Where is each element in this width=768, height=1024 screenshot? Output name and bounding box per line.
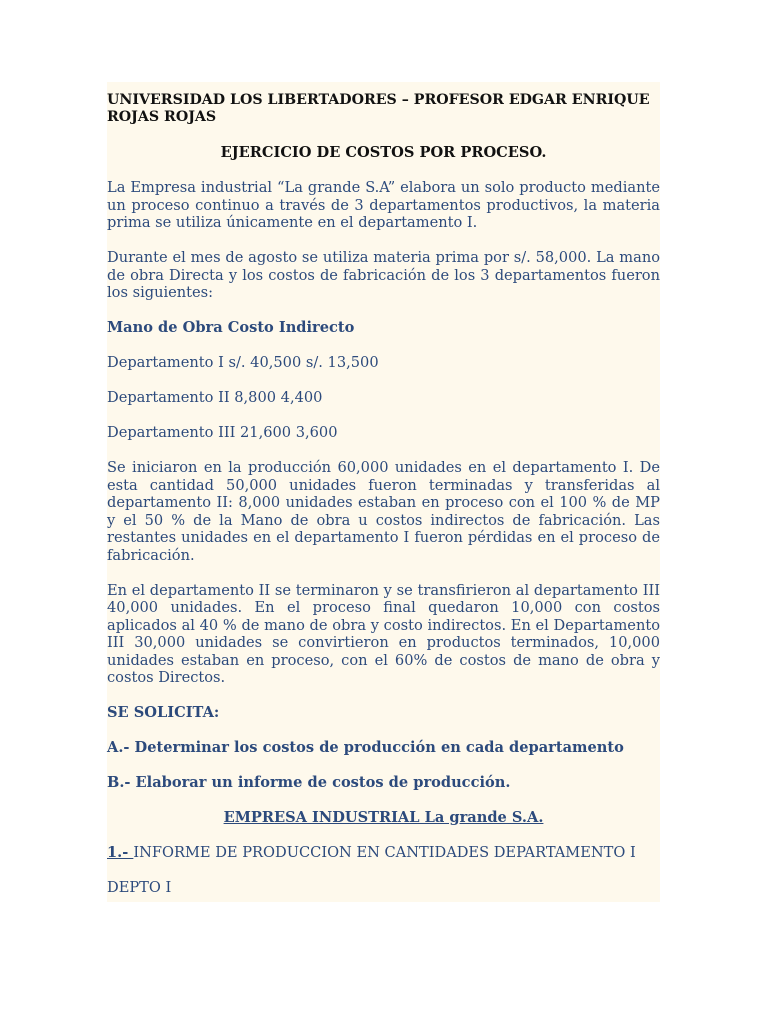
depto-label: DEPTO I (107, 879, 172, 896)
task-b: B.- Elaborar un informe de costos de producción. (107, 774, 511, 791)
informe-line (107, 844, 660, 862)
task-a: A.- Determinar los costos de producción en cada departamento (107, 739, 624, 756)
department-1-costs: Departamento I s/. 40,500 s/. 13,500 (107, 354, 379, 371)
department-2-paragraph: En el departamento II se terminaron y se transfirieron al departamento III 40,000 unidades. En el proceso final quedaron 10,000 con costos aplicados al 40 % de mano de obra y costo indirectos. En el Departamento III 30,000 unidades se convirtieron en productos terminados, 10,000 unidades estaban en proceso, con el 60% de costos de mano de obra y costos Directos. (107, 581, 660, 686)
august-paragraph: Durante el mes de agosto se utiliza materia prima por s/. 58,000. La mano de obra Directa y los costos de fabricación de los 3 departamentos fueron los siguientes: (107, 249, 660, 301)
informe-text: INFORME DE PRODUCCION EN CANTIDADES DEPARTAMENTO I (133, 844, 636, 861)
department-2-costs: Departamento II 8,800 4,400 (107, 389, 323, 406)
document-page (107, 82, 660, 902)
intro-paragraph: La Empresa industrial “La grande S.A” elabora un solo producto mediante un proceso continuo a través de 3 departamentos productivos, la materia prima se utiliza únicamente en el departamento I. (107, 179, 660, 231)
informe-number: 1.- (107, 844, 134, 861)
department-3-costs: Departamento III 21,600 3,600 (107, 424, 338, 441)
document-content (107, 92, 660, 914)
production-paragraph: Se iniciaron en la producción 60,000 unidades en el departamento I. De esta cantidad 50,000 unidades fueron terminadas y transferidas al departamento II: 8,000 unidades estaban en proceso con el 100 % de MP y el 50 % de la Mano de obra u costos indirectos de fabricación. Las restantes unidades en el departamento I fueron pérdidas en el proceso de fabricación. (107, 459, 660, 564)
solicita-heading: SE SOLICITA: (107, 704, 220, 721)
company-heading (107, 809, 660, 827)
cost-table-heading: Mano de Obra Costo Indirecto (107, 319, 355, 336)
document-title: EJERCICIO DE COSTOS POR PROCESO. (220, 144, 547, 161)
document-header: UNIVERSIDAD LOS LIBERTADORES – PROFESOR EDGAR ENRIQUE ROJAS ROJAS (107, 92, 650, 125)
company-heading-text: EMPRESA INDUSTRIAL La grande S.A. (223, 809, 544, 826)
